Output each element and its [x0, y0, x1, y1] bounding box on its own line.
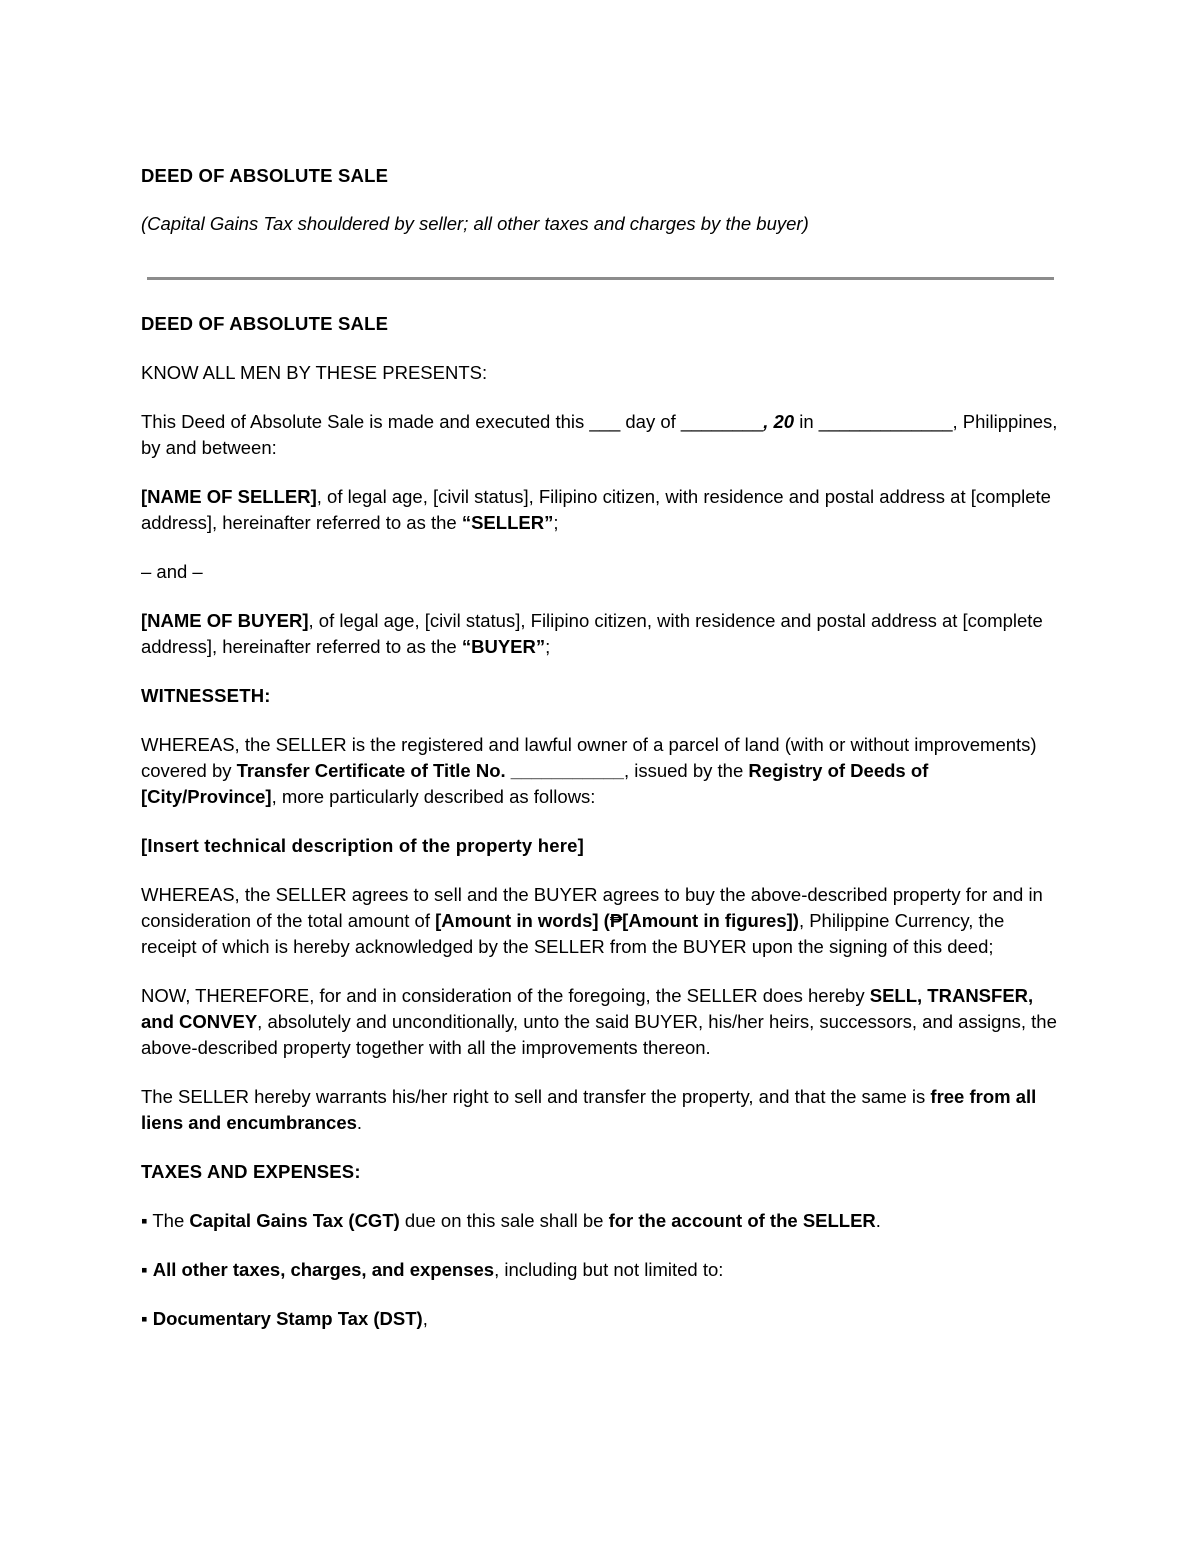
preamble: KNOW ALL MEN BY THESE PRESENTS: [141, 362, 488, 383]
taxes-heading: TAXES AND EXPENSES: [141, 1161, 361, 1182]
bullet-dst [141, 1306, 1061, 1332]
bullet2-other: All other taxes, charges, and expenses [152, 1259, 495, 1280]
intro-paragraph [141, 409, 1061, 461]
warrant-free-liens: free from all liens and encumbrances [141, 1086, 1037, 1133]
whereas1-c: , issued by the [623, 760, 749, 781]
bullet-other-taxes [141, 1257, 1061, 1283]
bullet2-c: , including but not limited to: [494, 1259, 724, 1280]
horizontal-divider [147, 277, 1054, 280]
bullet3-dst: Documentary Stamp Tax (DST) [152, 1308, 423, 1329]
warranty-paragraph [141, 1084, 1061, 1136]
and-separator: – and – [141, 561, 203, 582]
document-title: DEED OF ABSOLUTE SALE [141, 165, 389, 186]
now-sell-transfer-convey: SELL, TRANSFER, and CONVEY [141, 985, 1034, 1032]
whereas1-tct: Transfer Certificate of Title No. ___________ [236, 760, 624, 781]
bullet3-c: , [422, 1308, 428, 1329]
document-header [141, 163, 1061, 237]
seller-paragraph [141, 484, 1061, 536]
body-title: DEED OF ABSOLUTE SALE [141, 313, 389, 334]
bullet1-cgt: Capital Gains Tax (CGT) [189, 1210, 400, 1231]
whereas-ownership-paragraph [141, 732, 1061, 810]
buyer-label: “BUYER” [461, 636, 546, 657]
technical-description-placeholder: [Insert technical description of the property here] [141, 835, 584, 856]
now-therefore-paragraph [141, 983, 1061, 1061]
whereas2-amount: [Amount in words] (₱[Amount in figures]) [435, 910, 799, 931]
seller-end: ; [553, 512, 559, 533]
seller-name: [NAME OF SELLER] [141, 486, 317, 507]
buyer-end: ; [545, 636, 551, 657]
whereas2-a: WHEREAS, the SELLER agrees to sell and the BUYER agrees to buy the above-described property for and in consideration of the total amount of [141, 884, 1043, 931]
buyer-text: , of legal age, [civil status], Filipino citizen, with residence and postal address at [complete address], hereinafter referred to as the [141, 610, 1043, 657]
intro-year: , 20 [763, 411, 795, 432]
bullet1-c: due on this sale shall be [399, 1210, 609, 1231]
now-a: NOW, THEREFORE, for and in consideration of the foregoing, the SELLER does hereby [141, 985, 870, 1006]
warrant-c: . [356, 1112, 363, 1133]
whereas1-registry: Registry of Deeds of [City/Province] [141, 760, 929, 807]
bullet2-a: ▪ [141, 1259, 153, 1280]
whereas2-c: , Philippine Currency, the receipt of which is hereby acknowledged by the SELLER from the BUYER upon the signing of this deed; [141, 910, 1005, 957]
whereas1-a: WHEREAS, the SELLER is the registered and lawful owner of a parcel of land (with or without improvements) covered by [141, 734, 1037, 781]
seller-label: “SELLER” [461, 512, 554, 533]
document-subtitle: (Capital Gains Tax shouldered by seller; all other taxes and charges by the buyer) [141, 213, 809, 234]
buyer-name: [NAME OF BUYER] [141, 610, 309, 631]
document-body [141, 311, 1061, 1332]
whereas1-e: , more particularly described as follows: [271, 786, 596, 807]
whereas-consideration-paragraph [141, 882, 1061, 960]
buyer-paragraph [141, 608, 1061, 660]
now-c: , absolutely and unconditionally, unto the said BUYER, his/her heirs, successors, and assigns, the above-described property together with all the improvements thereon. [141, 1011, 1057, 1058]
bullet1-e: . [875, 1210, 881, 1231]
intro-text-c: in _____________, Philippines, by and between: [141, 411, 1058, 458]
warrant-a: The SELLER hereby warrants his/her right to sell and transfer the property, and that the same is [141, 1086, 931, 1107]
bullet1-account: for the account of the SELLER [608, 1210, 876, 1231]
seller-text: , of legal age, [civil status], Filipino citizen, with residence and postal address at [complete address], hereinafter referred to as the [141, 486, 1051, 533]
bullet3-a: ▪ [141, 1308, 153, 1329]
bullet-cgt [141, 1208, 1061, 1234]
witnesseth-heading: WITNESSETH: [141, 685, 271, 706]
bullet1-a: ▪ The [141, 1210, 190, 1231]
intro-text-a: This Deed of Absolute Sale is made and executed this ___ day of ________ [141, 411, 764, 432]
